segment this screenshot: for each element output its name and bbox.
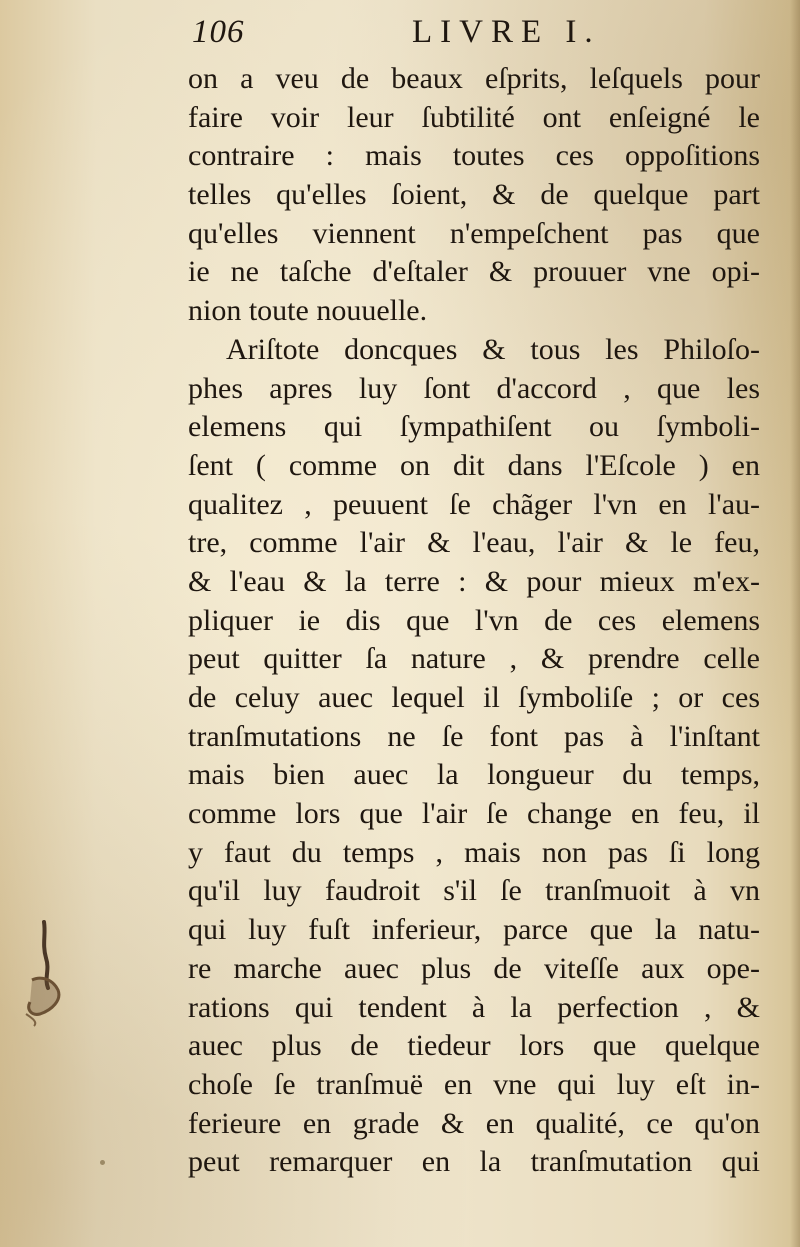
text-line: rations qui tendent à la perfection , &: [188, 990, 760, 1024]
text-line: faire voir leur ſubtilité ont enſeigné le: [188, 100, 760, 134]
running-title: LIVRE I.: [412, 14, 601, 50]
text-line: telles qu'elles ſoient, & de quelque part: [188, 178, 760, 212]
text-line: contraire : mais toutes ces oppoſitions: [188, 139, 760, 173]
text-line: elemens qui ſympathiſent ou ſymboli-: [188, 410, 760, 444]
text-line: re marche auec plus de viteſſe aux ope-: [188, 951, 760, 985]
text-line: tranſmutations ne ſe font pas à l'inſtant: [188, 719, 760, 753]
text-line: nion toute nouuelle.: [188, 294, 428, 328]
text-line: ferieure en grade & en qualité, ce qu'on: [188, 1106, 760, 1140]
text-line: comme lors que l'air ſe change en feu, il: [188, 797, 760, 831]
ink-stain-mark: [22, 918, 72, 1028]
text-line: qu'il luy faudroit s'il ſe tranſmuoit à vn: [188, 874, 760, 908]
text-line: peut quitter ſa nature , & prendre celle: [188, 642, 760, 676]
text-line: de celuy auec lequel il ſymboliſe ; or ces: [188, 681, 760, 714]
text-line: & l'eau & la terre : & pour mieux m'ex-: [188, 564, 760, 598]
text-line: mais bien auec la longueur du temps,: [188, 758, 760, 792]
paragraph-start-line: Ariſtote doncques & tous les Philoſo-: [226, 332, 760, 366]
margin-dot-mark: [100, 1160, 105, 1165]
page-number: 106: [192, 14, 245, 50]
text-line: auec plus de tiedeur lors que quelque: [188, 1029, 760, 1063]
text-line: qu'elles viennent n'empeſchent pas que: [188, 216, 760, 250]
text-line: phes apres luy ſont d'accord , que les: [188, 371, 760, 405]
text-line: qualitez , peuuent ſe chãger l'vn en l'au-: [188, 487, 760, 521]
page-edge-shadow: [790, 0, 800, 1247]
text-line: y faut du temps , mais non pas ſi long: [188, 835, 760, 869]
text-line: choſe ſe tranſmuë en vne qui luy eſt in-: [188, 1067, 760, 1101]
text-line: ie ne taſche d'eſtaler & prouuer vne opi-: [188, 255, 760, 289]
text-line: pliquer ie dis que l'vn de ces elemens: [188, 603, 760, 637]
text-line: peut remarquer en la tranſmutation qui: [188, 1145, 760, 1179]
text-line: tre, comme l'air & l'eau, l'air & le feu,: [188, 526, 760, 560]
text-line: on a veu de beaux eſprits, leſquels pour: [188, 62, 760, 95]
page-header: [192, 14, 752, 60]
text-line: qui luy fuſt inferieur, parce que la natu-: [188, 913, 760, 947]
text-line: ſent ( comme on dit dans l'Eſcole ) en: [188, 448, 760, 482]
body-text: [188, 60, 760, 1182]
